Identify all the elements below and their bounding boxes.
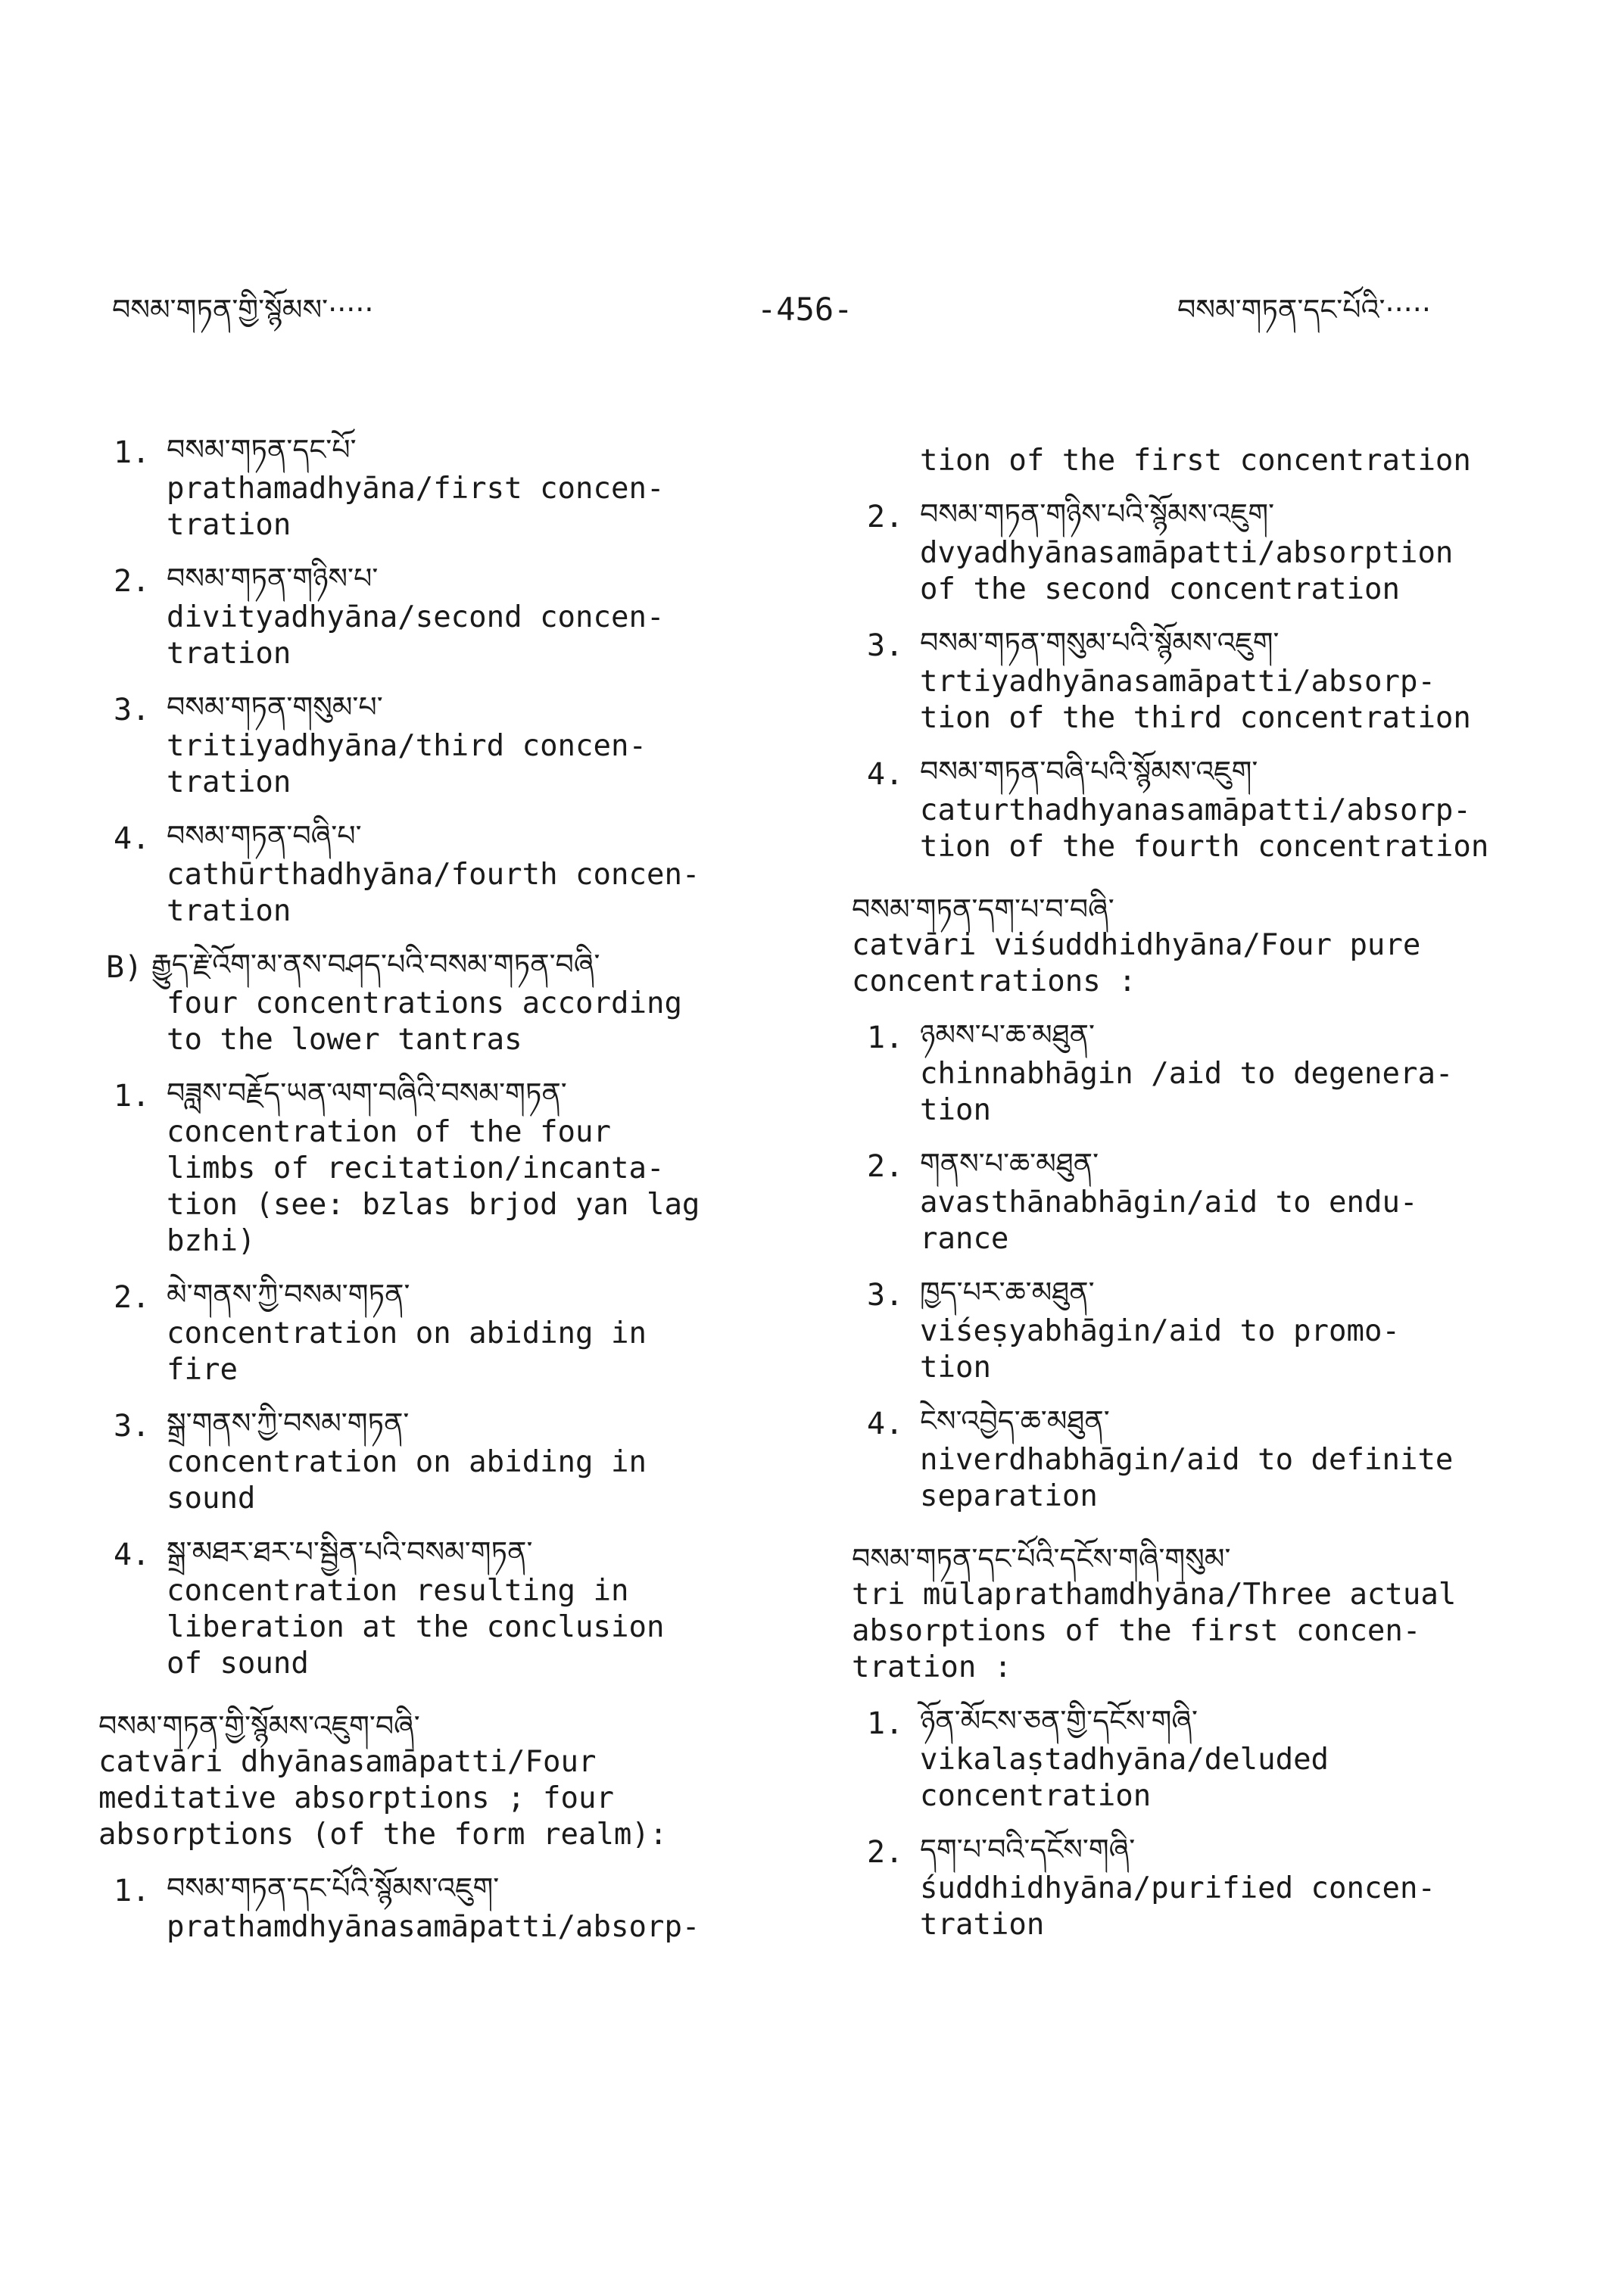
entry-number: 3.: [867, 628, 904, 663]
section-heading: [844, 1541, 1571, 1686]
section-heading: [844, 891, 1571, 1000]
tibetan-term: རྒྱུད་རྗེ་འོག་མ་ནས་བཤད་པའི་བསམ་གཏན་བཞི་: [151, 948, 600, 981]
entry-number: 3.: [114, 1409, 151, 1444]
tibetan-term: ཉམས་པ་ཆ་མཐུན་: [920, 1018, 1095, 1051]
continued-gloss: tion of the first concentration: [920, 444, 1471, 478]
entry-number: 4.: [114, 1537, 151, 1572]
entry-gloss: concentration resulting in liberation at the conclusion of sound: [167, 1574, 665, 1681]
list-item: [844, 1017, 1571, 1129]
tibetan-term: དག་པ་བའི་དངོས་གཞི་: [920, 1833, 1136, 1866]
entry-number: 4.: [867, 757, 904, 792]
entry-gloss: vikalaṣtadhyāna/deluded concentration: [920, 1743, 1329, 1813]
tibetan-term: བསམ་གཏན་གསུམ་པ་: [167, 690, 383, 724]
list-item: [91, 1870, 818, 1946]
section-gloss: catvāri viśuddhidhyāna/Four pure concentrations :: [852, 928, 1421, 999]
entry-gloss: concentration of the four limbs of recitation/incanta- tion (see: bzlas brjod yan lag bzhi): [167, 1115, 700, 1258]
entry-gloss: concentration on abiding in sound: [167, 1445, 647, 1516]
list-item: [91, 689, 818, 801]
tibetan-term: བསམ་གཏན་དང་པོ་: [167, 433, 357, 466]
entry-number: 4.: [114, 821, 151, 856]
list-item: [91, 1405, 818, 1517]
section-gloss: tri mūlaprathamdhyāna/Three actual absorptions of the first concen- tration :: [852, 1578, 1457, 1684]
right-column: [844, 443, 1571, 1960]
list-item: [91, 1276, 818, 1388]
section-gloss: four concentrations according to the lower tantras: [167, 986, 682, 1057]
tibetan-term: བསམ་གཏན་བཞི་པའི་སྙོམས་འཇུག་: [920, 755, 1258, 788]
entry-gloss: avasthānabhāgin/aid to endu- rance: [920, 1185, 1418, 1256]
entry-number: 1.: [867, 1706, 904, 1741]
entry-gloss: trtiyadhyānasamāpatti/absorp- tion of the third concentration: [920, 665, 1471, 735]
list-item: [844, 625, 1571, 737]
tibetan-term: བསམ་གཏན་དག་པ་བ་བཞི་: [852, 893, 1114, 926]
entry-number: 2.: [114, 564, 151, 599]
tibetan-term: བསམ་གཏན་གྱི་སྙོམས་འཇུག་བཞི་: [98, 1709, 420, 1743]
entry-number: 4.: [867, 1407, 904, 1441]
entry-number: 1.: [114, 1874, 151, 1908]
page-number: -456-: [757, 291, 853, 328]
tibetan-term: མེ་གནས་ཀྱི་བསམ་གཏན་: [167, 1278, 410, 1311]
entry-gloss: viśeṣyabhāgin/aid to promo- tion: [920, 1314, 1400, 1385]
entry-gloss: concentration on abiding in fire: [167, 1316, 647, 1387]
entry-gloss: śuddhidhyāna/purified concen- tration: [920, 1871, 1435, 1942]
list-item: [844, 1703, 1571, 1815]
tibetan-term: བསམ་གཏན་གཉིས་པ་: [167, 562, 379, 595]
section-heading: [91, 946, 818, 1058]
entry-gloss: tritiyadhyāna/third concen- tration: [167, 729, 647, 799]
list-item: [844, 753, 1571, 865]
entry-gloss: niverdhabhāgin/aid to definite separation: [920, 1443, 1454, 1513]
entry-number: 3.: [867, 1278, 904, 1313]
list-item: [91, 431, 818, 544]
section-heading: [91, 1708, 818, 1853]
section-gloss: catvāri dhyānasamāpatti/Four meditative absorptions ; four absorptions (of the form realm):: [98, 1745, 668, 1852]
entry-number: 2.: [867, 500, 904, 534]
tibetan-term: སྒྲ་གནས་ཀྱི་བསམ་གཏན་: [167, 1407, 410, 1440]
tibetan-term: གནས་པ་ཆ་མཐུན་: [920, 1147, 1099, 1180]
tibetan-term: བསམ་གཏན་དང་པོའི་དངོས་གཞི་གསུམ་: [852, 1542, 1231, 1575]
entry-number: 2.: [867, 1835, 904, 1870]
entry-number: 1.: [114, 1079, 151, 1114]
tibetan-term: ཁྱད་པར་ཆ་མཐུན་: [920, 1276, 1095, 1309]
tibetan-term: ཉོན་མོངས་ཅན་གྱི་དངོས་གཞི་: [920, 1704, 1199, 1737]
running-head-right: བསམ་གཏན་དང་པོའི་·····: [1177, 293, 1431, 326]
entry-gloss: cathūrthadhyāna/fourth concen- tration: [167, 858, 700, 928]
entry-number: 1.: [867, 1020, 904, 1055]
list-item: [91, 1075, 818, 1260]
entry-gloss: prathamadhyāna/first concen- tration: [167, 472, 665, 542]
entry-number: 2.: [867, 1149, 904, 1184]
list-item: [844, 1145, 1571, 1257]
entry-number: 3.: [114, 693, 151, 727]
entry-gloss: chinnabhāgin /aid to degenera- tion: [920, 1057, 1454, 1127]
list-item: [91, 818, 818, 930]
list-item: [844, 1831, 1571, 1943]
tibetan-term: བསམ་གཏན་གཉིས་པའི་སྙོམས་འཇུག་: [920, 497, 1275, 531]
section-letter: B): [106, 950, 143, 985]
entry-gloss: dvyadhyānasamāpatti/absorption of the second concentration: [920, 536, 1454, 606]
tibetan-term: བསམ་གཏན་གསུམ་པའི་སྙོམས་འཇུག་: [920, 626, 1280, 659]
list-item: [91, 560, 818, 672]
tibetan-term: བཟླས་བརྗོད་ཡན་ལག་བཞིའི་བསམ་གཏན་: [167, 1076, 567, 1110]
list-item: [844, 496, 1571, 608]
left-column: [91, 431, 818, 1962]
tibetan-term: ངེས་འབྱེད་ཆ་མཐུན་: [920, 1404, 1110, 1438]
list-item: [844, 1274, 1571, 1386]
entry-number: 2.: [114, 1280, 151, 1315]
entry-gloss: divityadhyāna/second concen- tration: [167, 600, 665, 671]
list-item: [844, 1403, 1571, 1515]
entry-number: 1.: [114, 435, 151, 470]
tibetan-term: བསམ་གཏན་དང་པོའི་སྙོམས་འཇུག་: [167, 1871, 500, 1905]
running-head-left: བསམ་གཏན་གྱི་སྙོམས་·····: [112, 293, 374, 326]
tibetan-term: བསམ་གཏན་བཞི་པ་: [167, 819, 362, 852]
entry-gloss: prathamdhyānasamāpatti/absorp-: [167, 1910, 700, 1944]
entry-gloss: caturthadhyanasamāpatti/absorp- tion of the fourth concentration: [920, 793, 1489, 864]
tibetan-term: སྒྲ་མཐར་ཐར་པ་སྦྱིན་པའི་བསམ་གཏན་: [167, 1535, 533, 1569]
list-item: [91, 1534, 818, 1682]
